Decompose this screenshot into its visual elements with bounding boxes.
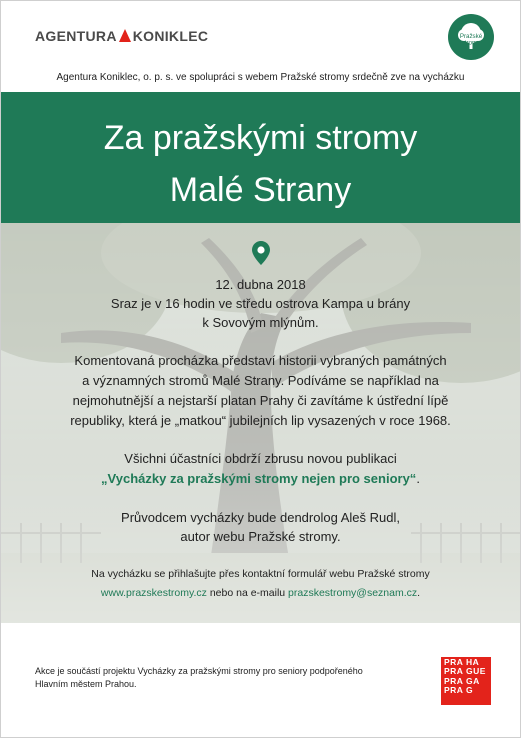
description-line-1: Komentovaná procházka představí historii vybraných památných [74,353,447,368]
contact-line [1,586,520,601]
meeting-line-2: k Sovovým mlýnům. [202,315,319,330]
partner-logo-line-2: stromy [461,39,481,47]
meeting-line-1: Sraz je v 16 hodin ve středu ostrova Kampa u brány [110,296,411,311]
publication-title: „Vycházky za pražskými stromy nejen pro seniory“ [101,471,417,486]
praha-logo-line-3: PRA GA [444,675,480,686]
location-pin-icon [252,241,270,265]
title-line-2: Malé Strany [169,171,352,209]
publication-line [1,470,520,488]
email-connector: nebo na e-mailu [206,587,289,599]
invite-line: Agentura Koniklec, o. p. s. ve spolupráci s webem Pražské stromy srdečně zve na vycházku [56,72,465,83]
praha-logo-line-1: PRA HA [444,657,480,667]
website-link[interactable]: www.prazskestromy.cz [100,587,207,599]
guide-line-2: autor webu Pražské stromy. [180,529,341,544]
praha-logo-line-2: PRA GUE [444,666,486,677]
praha-logo-line-4: PRA G [444,685,474,696]
agency-logo-mark-icon [118,29,132,43]
description-line-4: republiky, která je „matkou“ jubilejních lip vysazených v roce 1968. [70,413,451,428]
description-line-3: nejmohutnější a nejstarší platan Prahy či zavítáme k ústřední lípě [72,393,449,408]
email-link[interactable]: prazskestromy@seznam.cz [288,587,418,599]
event-date: 12. dubna 2018 [215,277,306,292]
agency-logo-right: KONIKLEC [132,28,209,44]
agency-logo [35,28,208,44]
signup-line: Na vycházku se přihlašujte přes kontaktní formulář webu Pražské stromy [91,568,430,580]
tree-logo-icon [447,13,495,61]
praha-logo [441,657,491,705]
email-suffix: . [417,587,421,599]
guide-line-1: Průvodcem vycházky bude dendrolog Aleš Rudl, [121,510,400,525]
gift-line: Všichni účastníci obdrží zbrusu novou publikaci [124,451,397,466]
title-line-1: Za pražskými stromy [103,119,418,157]
partner-logo-line-1: Pražské [459,33,483,40]
project-note-line-2: Hlavním městem Prahou. [35,679,137,689]
project-note [35,665,395,691]
publication-suffix: . [416,471,420,486]
project-note-line-1: Akce je součástí projektu Vycházky za pražskými stromy pro seniory podpořeného [35,666,363,676]
description-line-2: a významných stromů Malé Strany. Podíváme se například na [82,373,439,388]
agency-logo-left: AGENTURA [35,28,117,44]
